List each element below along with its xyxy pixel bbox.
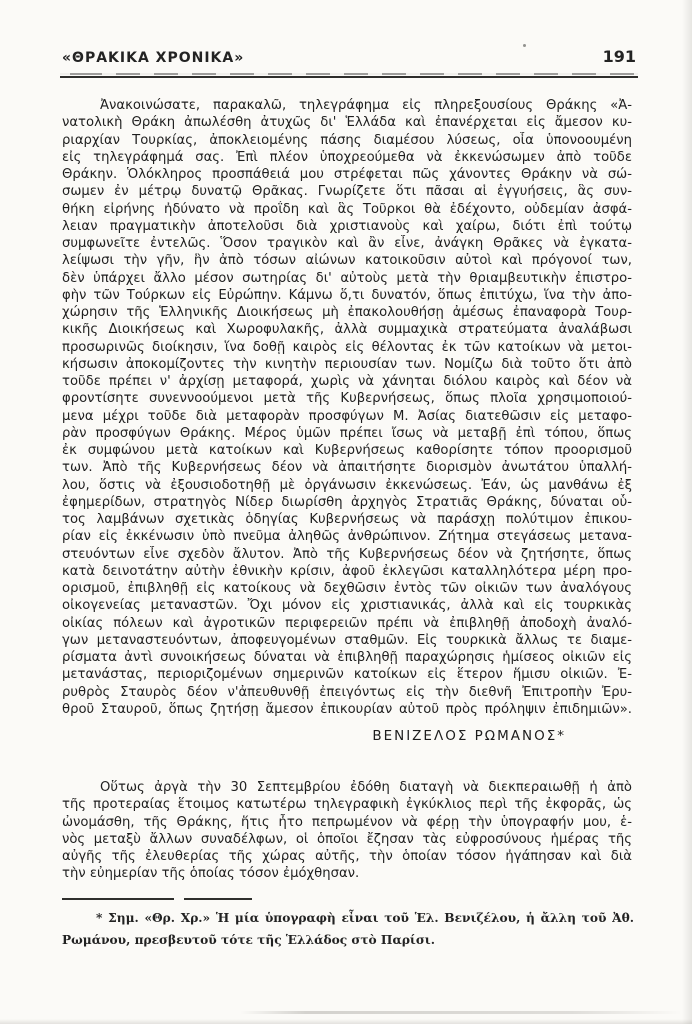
text-line: δὲν ὑπάρχει ἄλλο μέσον σωτηρίας δι' αὐτοὺς μετὰ τὴν θριαμβευτικὴν ἐπιστρο- [62,270,632,286]
text-line: νὸς μεταξὺ ἄλλων συναδέλφων, οἱ ὁποῖοι ἔζησαν τὰς εὐφροσύνους ἡμέρας τῆς [62,831,632,847]
scan-right-edge [682,0,692,1024]
text-line: τὴν εὐημερίαν τῆς ὁποίας τόσον ἐμόχθησαν. [62,866,360,882]
footnote-separator [62,898,252,900]
text-line: λειαν πραγματικὴν ἀποτελοῦσι διὰ χριστιανοὺς καὶ χαίρω, διότι ἐπὶ τούτῳ [62,218,632,234]
telegram-text [62,97,632,718]
text-line: φροντίσητε συνεννοούμενοι μετὰ τῆς Κυβερνήσεως, ὅπως πλοῖα χρησιμοποιού- [62,391,632,407]
header-rule [60,72,638,78]
text-line: τος λαμβάνων σχετικὰς ὁδηγίας Κυβερνήσεως νὰ παράσχῃ πολύτιμον ἐπικου- [62,512,632,527]
text-line: κήσωσιν ἀποκομίζοντες τὴν κινητὴν περιουσίαν των. Νομίζω διὰ τοῦτο ὅτι ἀπὸ [62,356,632,372]
text-line: προσωρινῶς διοίκησιν, ἵνα δοθῇ καιρὸς εἰς θέλοντας ἐκ τῶν κατοίκων νὰ μετοι- [62,339,632,355]
text-line: Οὕτως ἀργὰ τὴν 30 Σεπτεμβρίου ἐδόθη διαταγὴ νὰ διεκπεραιωθῇ ἡ ἀπὸ [100,780,632,795]
text-line: ρὰν προσφύγων Θράκης. Μέρος ὑμῶν πρέπει ἴσως νὰ μεταβῇ ἐπὶ τόπου, ὅπως [62,425,632,441]
text-line: τῆς προτεραίας ἕτοιμος κατωτέρω τηλεγραφικὴ ἐγκύκλιος περὶ τῆς ἐκφορᾶς, ὡς [62,797,632,813]
text-line: ρίσματα ἀντὶ συνοικήσεως δύναται νὰ ἐπιβληθῇ παραχώρησις ἡμίσεος οἰκιῶν εἰς [62,650,632,665]
text-line: θήκη εἰρήνης ἠδύνατο νὰ προΐδη καὶ ἃς Τοῦρκοι θὰ ἐδέχοντο, οὐδεμίαν ἀσφά- [62,201,632,217]
text-line: ρίαν εἰς ἐκκένωσιν ὑπὸ πνεῦμα ἀληθῶς ἀνθρώπινον. Ζήτημα στεγάσεως μετανα- [62,529,632,545]
text-line: αὐγῆς τῆς ἐλευθερίας τῆς χώρας αὐτῆς, τὴν ὁποίαν τόσον ἠγάπησαν καὶ διὰ [62,849,632,864]
text-line: μετανάστας, περιοριζομένων σημερινῶν κατοίκων εἰς ἕτερον ἥμισυ οἰκιῶν. Ἐ- [62,667,632,683]
text-line: ορισμοῦ, ἐπιβληθῇ εἰς κατοίκους νὰ δεχθῶσιν ἐντὸς τῶν οἰκιῶν των ἀναλόγους [62,581,632,596]
text-line: συμφωνεῖτε ἐντελῶς. Ὅσον τραγικὸν καὶ ἂν εἶνε, ἀνάγκη Θρᾶκες νὰ ἐγκατα- [62,236,632,251]
page-header [62,47,636,66]
text-line: νατολικὴ Θράκη ἀπωλέσθη ἀτυχῶς δι' Ἑλλάδα καὶ ἐπανέρχεται εἰς ἄμεσον κυ- [62,115,632,131]
page-number: 191 [602,47,636,66]
text-line: οἰκίας πόλεων καὶ ἀγροτικῶν περιφερειῶν πρέπι νὰ ἐπιβληθῇ ἀποδοχὴ ἀναλό- [62,615,632,631]
text-line: σωμεν ἐν μέτρῳ δυνατῷ Θρᾶκας. Γνωρίζετε ὅτι πᾶσαι αἱ ἐγγυήσεις, ἃς συν- [62,184,632,200]
text-line: κατὰ δεινοτάτην αὐτὴν ἐθνικὴν κρίσιν, ἀφοῦ ἐκλεγῶσι καταλληλότερα μέρη προ- [62,563,632,579]
telegram-signature: ΒΕΝΙΖΕΛΟΣ ΡΩΜΑΝΟΣ* [372,728,566,744]
text-line: λείψωσι τὴν γῆν, ἣν ἀπὸ τόσων αἰώνων κατοικοῦσιν αὐτοὶ καὶ πρόγονοί των, [62,253,632,269]
closing-paragraph [62,779,632,883]
text-line: κικῆς Διοικήσεως καὶ Χωροφυλακῆς, ἀλλὰ συμμαχικὰ στρατεύματα ἀναλάβωσι [62,322,632,338]
text-line: ἐφημερίδων, στρατηγὸς Νίδερ διωρίσθη ἀρχηγὸς Στρατιᾶς Θράκης, δύναται οὗ- [62,494,632,510]
text-line: ὠνομάσθη, τῆς Θράκης, ἥτις ἦτο πεπρωμένον νὰ φέρῃ τὴν ὑπογραφήν μου, ἑ- [62,814,632,830]
text-line: οἰκογενείας μεταναστῶν. Ὄχι μόνον εἰς χριστιανικάς, ἀλλὰ καὶ εἰς τουρκικὰς [62,598,632,614]
text-line: Ρωμάνου, πρεσβευτοῦ τότε τῆς Ἑλλάδος στὸ Παρίσι. [62,932,435,947]
text-line: ἐκ συμφώνου μετὰ κατοίκων καὶ Κυβερνήσεως καθορίσητε τόπον προορισμοῦ [62,443,632,458]
text-line: των. Ἀπὸ τῆς Κυβερνήσεως δέον νὰ ἀπαιτήσητε διορισμὸν ἀνωτάτου ὑπαλλή- [62,460,632,476]
text-line: γων μεταναστευόντων, ἀποφευγομένων σταθμῶν. Εἰς τουρκικὰ ἄλλως τε διαμε- [62,632,632,648]
text-line: * Σημ. «Θρ. Χρ.» Ἡ μία ὑπογραφὴ εἶναι τοῦ Ἑλ. Βενιζέλου, ἡ ἄλλη τοῦ Ἀθ. [96,911,634,925]
text-line: Θράκην. Ὁλόκληρος προσπάθειά μου στρέφεται πῶς χάνοντες Θράκην νὰ σώ- [62,167,632,182]
text-line: στευόντων εἶνε σχεδὸν ἄλυτον. Ἀπὸ τῆς Κυβερνήσεως δέον νὰ ζητήσητε, ὅπως [62,546,632,562]
text-line: τοῦδε πρέπει ν' ἀρχίσῃ μεταφορά, χωρὶς νὰ χάνηται διόλου καιρὸς καὶ δέον νὰ [62,374,632,389]
text-line: ριαρχίαν Τουρκίας, ἀποκλειομένης πάσης διαμέσου λύσεως, οἷα ὑπονοουμένη [62,132,632,148]
text-line: ρυθρὸς Σταυρὸς δέον ν'ἀπευθυνθῇ ἐπειγόντως εἰς τὴν διεθνῆ Ἐπιτροπὴν Ἐρυ- [62,684,632,700]
scan-bottom-edge [0,1019,692,1024]
text-line: εἰς τηλεγράφημά σας. Ἐπὶ πλέον ὑποχρεούμεθα νὰ ἐκκενώσωμεν ἀπὸ τοῦδε [62,149,632,165]
text-line: μενα μέχρι τοῦδε διὰ μεταφορὰν προσφύγων Μ. Ἀσίας διατεθῶσιν εἰς μεταφο- [62,408,632,424]
text-line: Ἀνακοινώσατε, παρακαλῶ, τηλεγράφημα εἰς πληρεξουσίους Θράκης «Ἀ- [100,98,632,113]
text-line: φὴν τῶν Τούρκων εἰς Εὐρώπην. Κάμνω ὅ,τι δυνατόν, ὅπως ἐπιτύχω, ἵνα τὴν ἀπο- [62,287,632,303]
footnote [62,908,634,951]
scan-speck [523,44,526,47]
scan-bottom-shadow [240,1011,682,1014]
text-line: λου, ὅστις νὰ ἐξουσιοδοτηθῇ μὲ ὀργάνωσιν ἐκκενώσεως. Ἐάν, ὡς μανθάνω ἐξ [62,477,632,493]
text-line: χώρησιν τῆς Ἑλληνικῆς Διοικήσεως μὴ ἐπακολουθήσῃ ἀμέσως ἐπαναφορὰ Τουρ- [62,305,632,320]
journal-title: «ΘΡΑΚΙΚΑ ΧΡΟΝΙΚΑ» [62,50,245,66]
text-line: θροῦ Σταυροῦ, ὅπως ζητήσῃ ἄμεσον ἐπικουρίαν αὐτοῦ πρὸς πρόληψιν ἐπιδημιῶν». [62,701,632,717]
